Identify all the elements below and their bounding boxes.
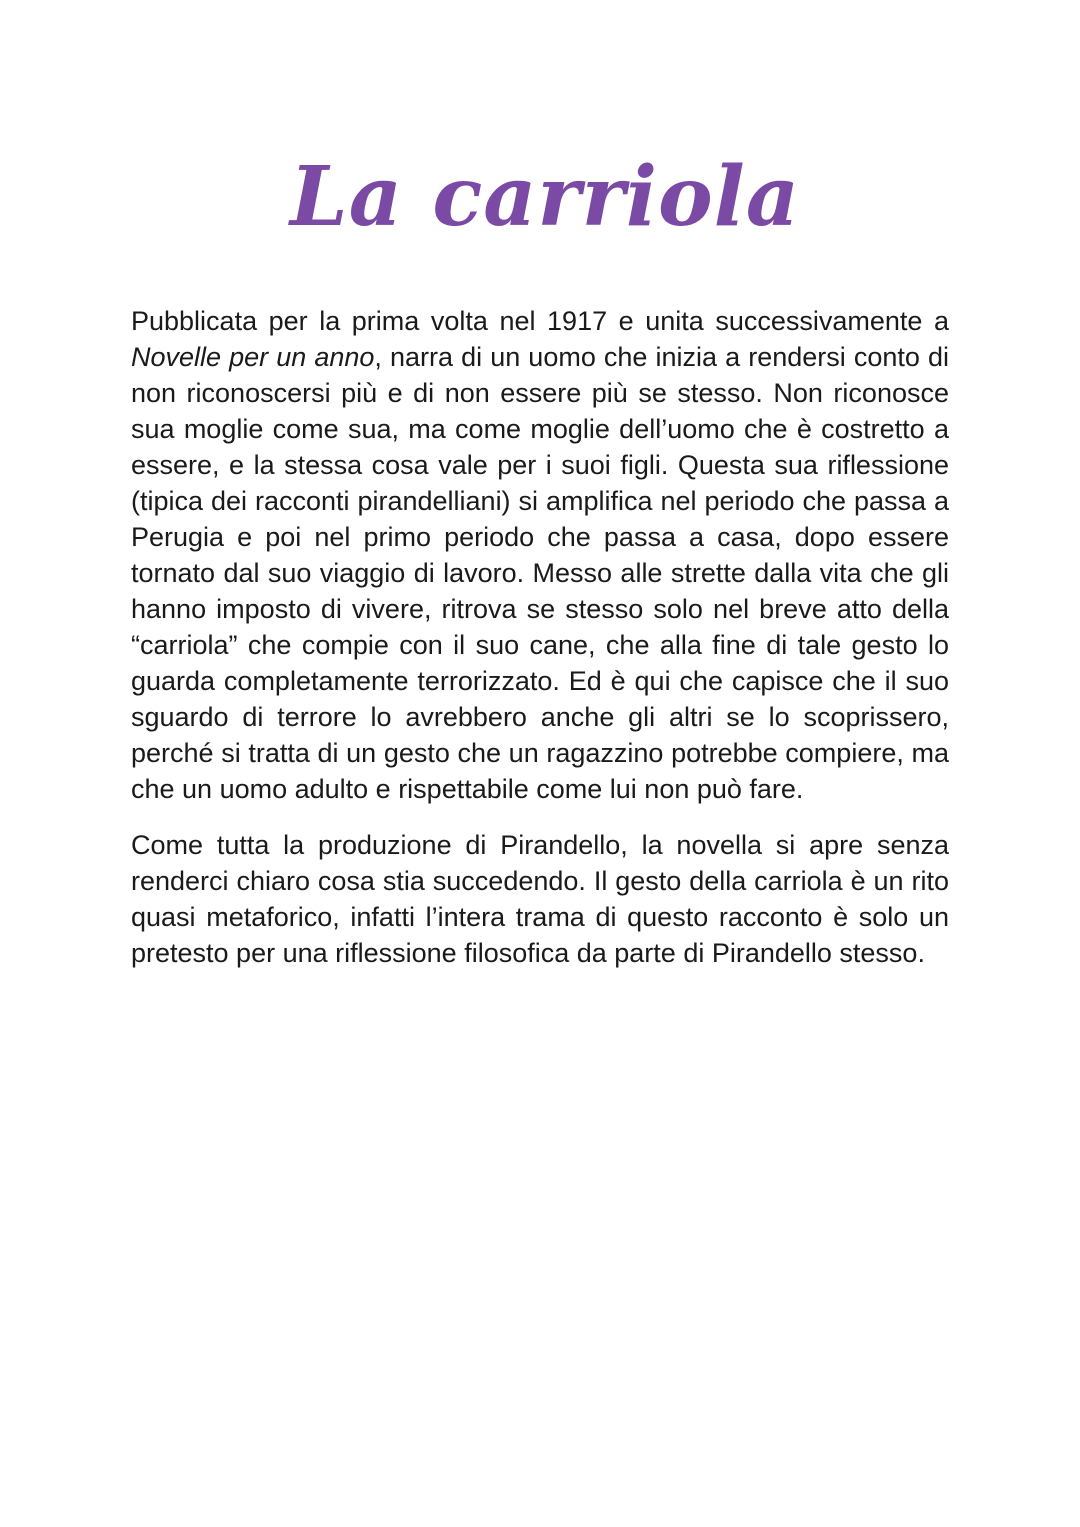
paragraph-1-intro: Pubblicata per la prima volta nel 1917 e unita successivamente a bbox=[131, 306, 949, 336]
page-title: La carriola bbox=[290, 149, 800, 245]
book-title-italic: Novelle per un anno bbox=[131, 342, 375, 372]
paragraph-1 bbox=[131, 303, 949, 807]
paragraph-2: Come tutta la produzione di Pirandello, la novella si apre senza renderci chiaro cosa stia succedendo. Il gesto della carriola è un rito quasi metaforico, infatti l’intera trama di questo racconto è solo un pretesto per una riflessione filosofica da parte di Pirandello stesso. bbox=[131, 830, 949, 968]
document-body bbox=[131, 303, 949, 991]
paragraph-1-rest: , narra di un uomo che inizia a rendersi conto di non riconoscersi più e di non essere più se stesso. Non riconosce sua moglie come sua, ma come moglie dell’uomo che è costretto a essere, e la stessa cosa vale per i suoi figli. Questa sua riflessione (tipica dei racconti pirandelliani) si amplifica nel periodo che passa a Perugia e poi nel primo periodo che passa a casa, dopo essere tornato dal suo viaggio di lavoro. Messo alle strette dalla vita che gli hanno imposto di vivere, ritrova se stesso solo nel breve atto della “carriola” che compie con il suo cane, che alla fine di tale gesto lo guarda completamente terrorizzato. Ed è qui che capisce che il suo sguardo di terrore lo avrebbero anche gli altri se lo scoprissero, perché si tratta di un gesto che un ragazzino potrebbe compiere, ma che un uomo adulto e rispettabile come lui non può fare. bbox=[131, 342, 949, 804]
